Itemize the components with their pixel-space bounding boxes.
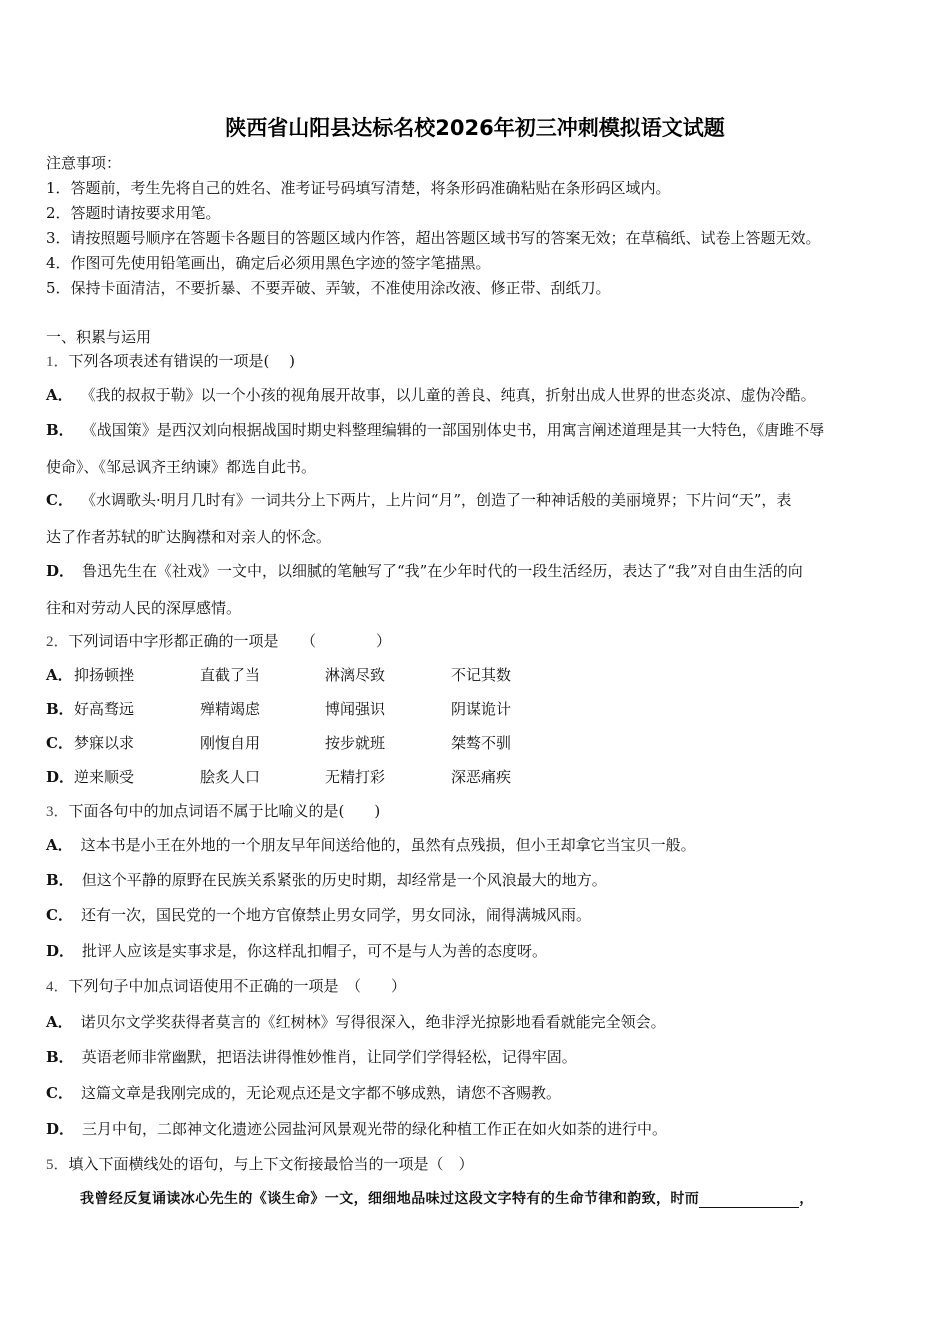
question-text: 下列词语中字形都正确的一项是 （ ） [68,632,392,650]
question-number: 2． [46,634,69,650]
notice-item: 1．答题前，考生先将自己的姓名、准考证号码填写清楚，将条形码准确粘贴在条形码区域内。 [46,179,671,197]
option-text: 《我的叔叔于勒》以一个小孩的视角展开故事，以儿童的善良、纯真，折射出成人世界的世态炎凉、虚伪冷酷。 [80,386,816,404]
option-word: 阴谋诡计 [451,700,512,718]
fill-in-blank [699,1194,799,1208]
option-text: 《战国策》是西汉刘向根据战国时期史料整理编辑的一部国别体史书，用寓言阐述道理是其一大特色，《唐雎不辱 [81,421,825,439]
option-word: 好高骛远 [74,700,135,718]
question-text: 下面各句中的加点词语不属于比喻义的是( ) [68,802,381,820]
option-letter: C． [46,734,73,752]
notice-item: 5．保持卡面清洁，不要折暴、不要弄破、弄皱，不准使用涂改液、修正带、刮纸刀。 [46,279,611,297]
question-stem [46,351,295,372]
option-text: 这篇文章是我刚完成的，无论观点还是文字都不够成熟，请您不吝赐教。 [80,1084,561,1102]
option-letter: A． [46,1013,73,1031]
question-stem [46,631,391,652]
page-title: 陕西省山阳县达标名校2026年初三冲刺模拟语文试题 [225,116,725,140]
option-word: 逆来顺受 [74,768,135,786]
question-stem [46,1154,474,1175]
option-text: 还有一次，国民党的一个地方官僚禁止男女同学，男女同泳，闹得满城风雨。 [80,906,591,924]
option-a [46,1012,666,1032]
option-text: 英语老师非常幽默，把语法讲得惟妙惟肖，让同学们学得轻松，记得牢固。 [81,1048,577,1066]
option-letter: B． [46,421,74,439]
option-text: 鲁迅先生在《社戏》一文中，以细腻的笔触写了“我”在少年时代的一段生活经历，表达了“我”对自由生活的向 [82,562,803,580]
option-text: 三月中旬，二郎神文化遗迹公园盐河风景观光带的绿化种植工作正在如火如荼的进行中。 [82,1120,668,1138]
option-word: 直截了当 [200,666,261,684]
option-text: 《水调歌头·明月几时有》一词共分上下两片，上片问“月”，创造了一种神话般的美丽境界；下片问“天”，表 [80,491,792,509]
option-word: 桀骜不驯 [451,734,512,752]
notice-item: 2．答题时请按要求用笔。 [46,204,221,222]
option-text: 诺贝尔文学奖获得者莫言的《红树林》写得很深入，绝非浮光掠影地看看就能完全领会。 [80,1013,666,1031]
question-number: 1． [46,354,69,370]
option-c-cont: 达了作者苏轼的旷达胸襟和对亲人的怀念。 [46,528,332,546]
option-b [46,1047,577,1067]
option-letter: B． [46,700,74,718]
question-number: 4． [46,979,69,995]
option-word: 深恶痛疾 [451,768,512,786]
option-b [46,870,607,890]
question-text: 下列各项表述有错误的一项是( ) [68,352,295,370]
passage-body: 我曾经反复诵读冰心先生的《谈生命》一文，细细地品味过这段文字特有的生命节律和韵致，时而 [80,1191,700,1207]
option-letter: B． [46,1048,74,1066]
question-stem [46,976,406,997]
option-letter: A． [46,666,73,684]
option-text: 批评人应该是实事求是，你这样乱扣帽子，可不是与人为善的态度呀。 [82,942,548,960]
question-text: 下列句子中加点词语使用不正确的一项是 （ ） [68,977,407,995]
option-word: 按步就班 [325,734,386,752]
option-b [46,420,824,440]
option-text: 但这个平静的原野在民族关系紧张的历史时期，却经常是一个风浪最大的地方。 [81,871,607,889]
option-text: 这本书是小王在外地的一个朋友早年间送给他的，虽然有点残损，但小王却拿它当宝贝一般。 [80,836,696,854]
section-heading: 一、积累与运用 [46,328,152,346]
notice-item: 4．作图可先使用铅笔画出，确定后必须用黑色字迹的签字笔描黑。 [46,254,491,272]
option-word: 无精打彩 [325,768,386,786]
passage-text [80,1188,814,1208]
option-word: 梦寐以求 [74,734,135,752]
option-word: 抑扬顿挫 [74,666,135,684]
option-word: 博闻强识 [325,700,386,718]
option-word: 不记其数 [451,666,512,684]
option-word: 淋漓尽致 [325,666,386,684]
option-d-cont: 往和对劳动人民的深厚感情。 [46,599,242,617]
question-stem [46,801,380,822]
option-word: 殚精竭虑 [200,700,261,718]
option-letter: C． [46,906,73,924]
option-c [46,905,591,925]
option-letter: C． [46,1084,73,1102]
option-c [46,490,791,510]
option-word: 刚愎自用 [200,734,261,752]
passage-after-blank: ， [799,1191,814,1207]
notice-heading: 注意事项： [46,154,122,172]
question-text: 填入下面横线处的语句，与上下文衔接最恰当的一项是（ ） [68,1155,474,1173]
option-letter: B． [46,871,74,889]
option-c [46,1083,561,1103]
option-letter: D． [46,562,75,580]
option-d [46,1119,667,1139]
option-a [46,835,696,855]
option-letter: A． [46,836,73,854]
option-letter: D． [46,768,75,786]
option-letter: A． [46,386,73,404]
option-letter: D． [46,942,75,960]
notice-item: 3．请按照题号顺序在答题卡各题目的答题区域内作答，超出答题区域书写的答案无效；在草稿纸、试卷上答题无效。 [46,229,821,247]
option-d [46,941,547,961]
option-word: 脍炙人口 [200,768,261,786]
option-a [46,385,816,405]
question-number: 3． [46,804,69,820]
option-letter: C． [46,491,73,509]
option-letter: D． [46,1120,75,1138]
option-d [46,561,803,581]
option-b-cont: 使命》、《邹忌讽齐王纳谏》都选自此书。 [46,458,317,476]
question-number: 5． [46,1157,69,1173]
